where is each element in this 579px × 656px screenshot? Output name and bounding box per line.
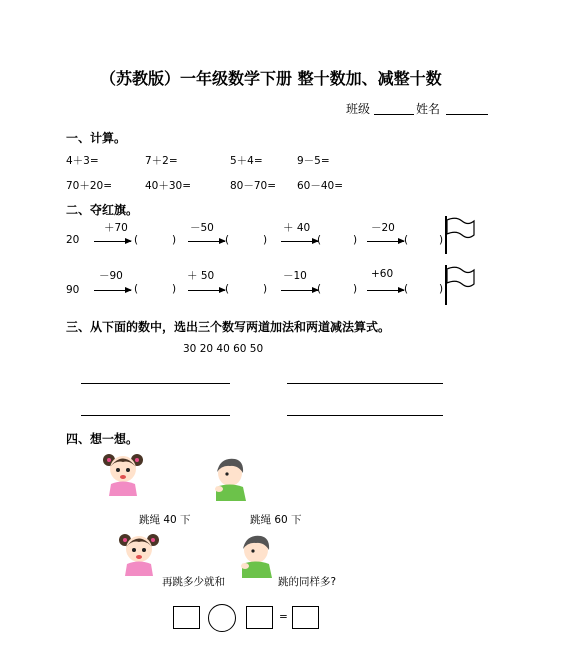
- boy-illustration: [236, 532, 278, 578]
- operator-circle[interactable]: [208, 604, 236, 632]
- answer-line[interactable]: [81, 415, 230, 416]
- arrow: [188, 241, 225, 242]
- arrow: [94, 290, 131, 291]
- flag-row-start: 90: [66, 284, 80, 296]
- girl-label: 跳绳 40 下: [139, 514, 191, 526]
- answer-paren-close: ): [353, 234, 358, 246]
- name-label: 姓名: [416, 102, 441, 116]
- answer-paren-close: ): [263, 234, 268, 246]
- red-flag-icon: [444, 215, 478, 255]
- answer-line[interactable]: [287, 415, 443, 416]
- arrow: [281, 241, 318, 242]
- flag-row-start: 20: [66, 234, 80, 246]
- answer-paren-open: (: [134, 283, 139, 295]
- question-part-2: 跳的同样多?: [278, 576, 337, 588]
- girl-illustration: [116, 528, 162, 576]
- answer-line[interactable]: [287, 383, 443, 384]
- calc-item: 80－70=: [230, 180, 277, 192]
- answer-paren-close: ): [439, 283, 444, 295]
- answer-line[interactable]: [81, 383, 230, 384]
- flag-op: ＋ 40: [283, 222, 311, 234]
- girl-illustration: [100, 448, 146, 496]
- arrow: [94, 241, 131, 242]
- answer-paren-open: (: [404, 283, 409, 295]
- worksheet-title: （苏教版）一年级数学下册 整十数加、减整十数: [100, 69, 442, 88]
- answer-box[interactable]: [173, 606, 200, 629]
- equals-sign: =: [279, 611, 288, 623]
- flag-op: －10: [283, 270, 307, 282]
- answer-box[interactable]: [292, 606, 319, 629]
- flag-op: +60: [371, 268, 394, 280]
- class-underline: [374, 114, 414, 115]
- answer-paren-open: (: [317, 283, 322, 295]
- section-1-heading: 一、计算。: [66, 131, 127, 145]
- answer-paren-open: (: [225, 234, 230, 246]
- calc-item: 60－40=: [297, 180, 344, 192]
- class-label: 班级: [346, 102, 371, 116]
- section-4-heading: 四、想一想。: [66, 432, 139, 446]
- answer-paren-open: (: [404, 234, 409, 246]
- boy-illustration: [210, 455, 252, 501]
- answer-paren-open: (: [225, 283, 230, 295]
- flag-op: ＋70: [104, 222, 128, 234]
- number-choices: 30 20 40 60 50: [183, 343, 264, 355]
- calc-item: 9－5=: [297, 155, 330, 167]
- arrow: [188, 290, 225, 291]
- answer-paren-open: (: [317, 234, 322, 246]
- boy-label: 跳绳 60 下: [250, 514, 302, 526]
- flag-op: －20: [371, 222, 395, 234]
- name-underline: [446, 114, 488, 115]
- answer-box[interactable]: [246, 606, 273, 629]
- flag-op: －50: [190, 222, 214, 234]
- red-flag-icon: [444, 264, 478, 306]
- arrow: [367, 290, 404, 291]
- question-part-1: 再跳多少就和: [162, 576, 225, 588]
- calc-item: 4＋3=: [66, 155, 99, 167]
- section-3-heading: 三、从下面的数中，选出三个数写两道加法和两道减法算式。: [66, 320, 391, 334]
- calc-item: 7＋2=: [145, 155, 178, 167]
- arrow: [367, 241, 404, 242]
- answer-paren-close: ): [353, 283, 358, 295]
- flag-op: ＋ 50: [187, 270, 215, 282]
- answer-paren-close: ): [439, 234, 444, 246]
- calc-item: 70＋20=: [66, 180, 113, 192]
- answer-paren-open: (: [134, 234, 139, 246]
- calc-item: 40＋30=: [145, 180, 192, 192]
- arrow: [281, 290, 318, 291]
- answer-paren-close: ): [172, 234, 177, 246]
- section-2-heading: 二、夺红旗。: [66, 203, 139, 217]
- calc-item: 5＋4=: [230, 155, 263, 167]
- answer-paren-close: ): [172, 283, 177, 295]
- flag-op: －90: [99, 270, 123, 282]
- answer-paren-close: ): [263, 283, 268, 295]
